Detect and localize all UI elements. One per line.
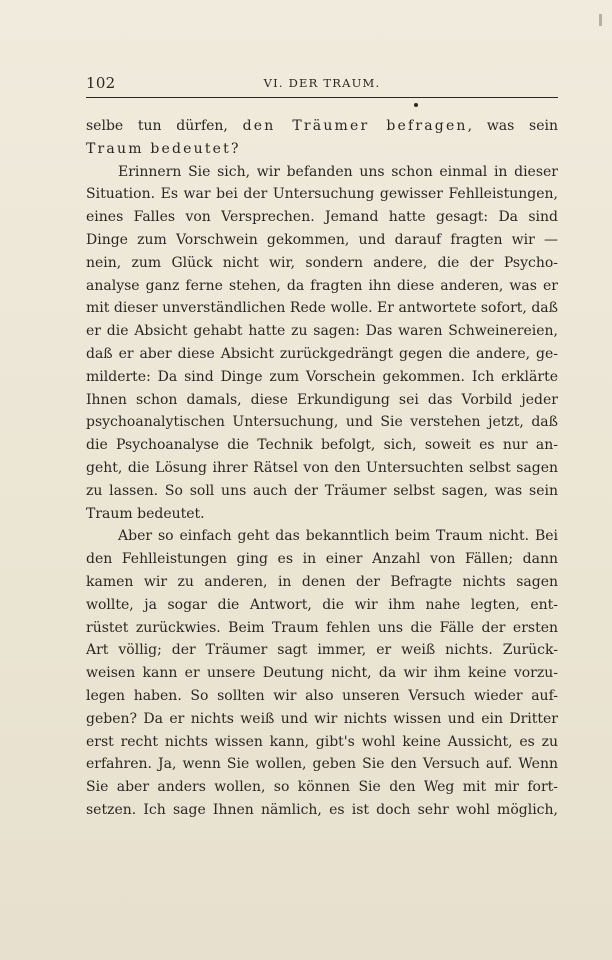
text-line: Situation. Es war bei der Untersuchung gewisser Fehlleistungen, <box>86 186 558 203</box>
text-line: Art völlig; der Träumer sagt immer, er weiß nichts. Zurück- <box>86 642 558 659</box>
text-line <box>86 115 558 138</box>
page-number: 102 <box>86 74 116 92</box>
text-line: geben? Da er nichts weiß und wir nichts wissen und ein Dritter <box>86 710 558 727</box>
text-line: den Fehlleistungen ging es in einer Anzahl von Fällen; dann <box>86 551 558 568</box>
text-line: Erinnern Sie sich, wir befanden uns schon einmal in dieser <box>118 163 558 180</box>
text-line: kamen wir zu anderen, in denen der Befragte nichts sagen <box>86 573 558 590</box>
text-line: milderte: Da sind Dinge zum Vorschein gekommen. Ich erklärte <box>86 368 558 385</box>
emphasized-text: Traum bedeutet <box>86 140 231 157</box>
text-segment: ? <box>230 140 239 157</box>
text-segment: , was sein <box>467 118 558 134</box>
text-line: legen haben. So sollten wir also unseren Versuch wieder auf- <box>86 687 558 704</box>
page-header <box>86 74 558 96</box>
text-line: daß er aber diese Absicht zurückgedrängt gegen die andere, ge- <box>86 345 558 362</box>
text-line: erfahren. Ja, wenn Sie wollen, geben Sie den Versuch auf. Wenn <box>86 756 558 773</box>
text-line: Traum bedeutet. <box>86 505 205 522</box>
text-line: zu lassen. So soll uns auch der Träumer selbst sagen, was sein <box>86 482 558 499</box>
text-line: geht, die Lösung ihrer Rätsel von den Untersuchten selbst sagen <box>86 459 558 476</box>
page-edge-mark <box>599 14 602 26</box>
text-line: erst recht nichts wissen kann, gibt's wohl keine Aussicht, es zu <box>86 733 558 750</box>
text-line: mit dieser unverständlichen Rede wolle. Er antwortete sofort, daß <box>86 300 558 317</box>
text-line <box>86 138 558 161</box>
text-line: rüstet zurückwies. Beim Traum fehlen uns die Fälle der ersten <box>86 619 558 636</box>
text-line: Aber so einfach geht das bekanntlich beim Traum nicht. Bei <box>118 528 558 545</box>
text-line: Dinge zum Vorschwein gekommen, und darauf fragten wir — <box>86 231 558 248</box>
ink-dot <box>414 103 418 107</box>
text-line: eines Falles von Versprechen. Jemand hatte gesagt: Da sind <box>86 209 558 226</box>
text-line: er die Absicht gehabt hatte zu sagen: Das waren Schweinereien, <box>86 323 558 340</box>
text-line: Sie aber anders wollen, so können Sie den Weg mit mir fort- <box>86 779 558 796</box>
text-line: weisen kann er unsere Deutung nicht, da wir ihm keine vorzu- <box>86 665 558 682</box>
text-line: psychoanalytischen Untersuchung, und Sie verstehen jetzt, daß <box>86 414 558 431</box>
text-line: wollte, ja sogar die Antwort, die wir ihm nahe legten, ent- <box>86 596 558 613</box>
body-text <box>86 115 558 822</box>
text-line: setzen. Ich sage Ihnen nämlich, es ist doch sehr wohl möglich, <box>86 801 558 818</box>
text-line: Ihnen schon damals, diese Erkundigung sei das Vorbild jeder <box>86 391 558 408</box>
text-line: analyse ganz ferne stehen, da fragten ihn diese anderen, was er <box>86 277 558 294</box>
header-rule <box>86 97 558 98</box>
text-line: die Psychoanalyse die Technik befolgt, sich, soweit es nur an- <box>86 437 558 454</box>
running-head: VI. DER TRAUM. <box>263 76 381 90</box>
text-segment: selbe tun dürfen, <box>86 118 243 134</box>
text-line: nein, zum Glück nicht wir, sondern andere, die der Psycho- <box>86 254 558 271</box>
emphasized-text: den Träumer befragen <box>242 118 468 134</box>
